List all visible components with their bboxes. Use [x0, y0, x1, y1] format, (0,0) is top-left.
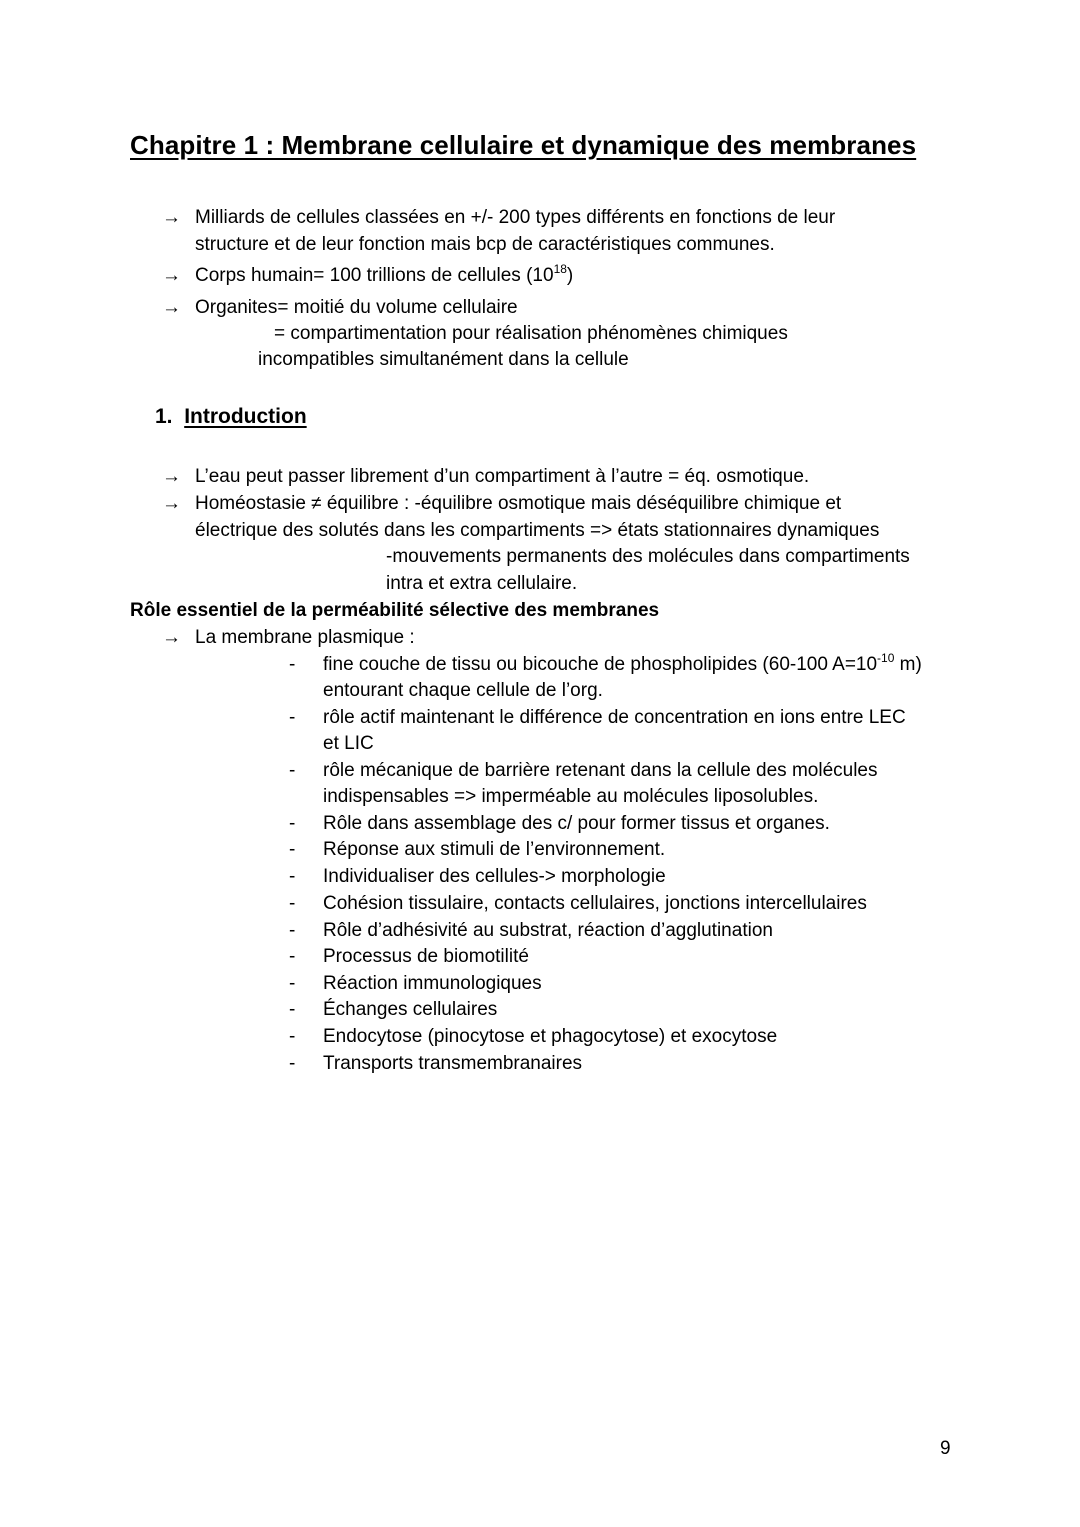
section-heading: 1. Introduction	[155, 405, 307, 428]
dash-marker: -	[289, 866, 296, 887]
dash-marker: -	[289, 973, 296, 994]
list-item: Réaction immunologiques	[323, 973, 542, 994]
bullet-line: Corps humain= 100 trillions de cellules $(10^{18})$	[195, 261, 574, 286]
list-item: indispensables => imperméable au molécules liposolubles.	[323, 786, 819, 807]
bullet-line: Milliards de cellules classées en +/- 200 types différents en fonctions de leur	[195, 207, 836, 228]
list-item: Réponse aux stimuli de l’environnement.	[323, 839, 666, 860]
bullet-line: électrique des solutés dans les compartiments => états stationnaires dynamiques	[195, 520, 880, 541]
bullet-line: La membrane plasmique :	[195, 627, 415, 648]
list-item: Processus de biomotilité	[323, 946, 529, 967]
list-item: Rôle d’adhésivité au substrat, réaction d’agglutination	[323, 920, 773, 941]
list-item: entourant chaque cellule de l’org.	[323, 680, 603, 701]
dash-marker: -	[289, 654, 296, 675]
superscript: 18	[553, 261, 567, 276]
list-item: fine couche de tissu ou bicouche de phospholipides (60-100 $A=10^{-10}$ m)	[323, 650, 922, 675]
bold-subheading: Rôle essentiel de la perméabilité sélective des membranes	[130, 600, 660, 621]
list-item: Individualiser des cellules-> morphologie	[323, 866, 666, 887]
page-number: 9	[940, 1438, 951, 1459]
list-item: Rôle dans assemblage des c/ pour former tissus et organes.	[323, 813, 830, 834]
chapter-title: Chapitre 1 : Membrane cellulaire et dynamique des membranes	[130, 130, 917, 160]
list-item: Cohésion tissulaire, contacts cellulaires, jonctions intercellulaires	[323, 893, 867, 914]
dash-marker: -	[289, 839, 296, 860]
list-item: rôle actif maintenant le différence de concentration en ions entre LEC	[323, 707, 906, 728]
arrow-icon: →	[162, 265, 181, 286]
list-item: Transports transmembranaires	[323, 1053, 583, 1074]
list-item: et LIC	[323, 733, 374, 754]
bullet-line: structure et de leur fonction mais bcp de caractéristiques communes.	[195, 234, 775, 255]
bullet-line: Organites= moitié du volume cellulaire	[195, 297, 518, 318]
list-item: Échanges cellulaires	[323, 999, 498, 1020]
list-item: Endocytose (pinocytose et phagocytose) et exocytose	[323, 1026, 778, 1047]
bullet-line: incompatibles simultanément dans la cellule	[258, 349, 629, 370]
dash-marker: -	[289, 946, 296, 967]
list-item: rôle mécanique de barrière retenant dans la cellule des molécules	[323, 760, 878, 781]
arrow-icon: →	[162, 466, 181, 487]
bullet-line: L’eau peut passer librement d’un compartiment à l’autre = éq. osmotique.	[195, 466, 810, 487]
dash-marker: -	[289, 999, 296, 1020]
bullet-line: -mouvements permanents des molécules dans compartiments	[386, 546, 910, 567]
arrow-icon: →	[162, 493, 181, 514]
dash-marker: -	[289, 813, 296, 834]
superscript: -10	[877, 650, 895, 665]
bullet-line: intra et extra cellulaire.	[386, 573, 578, 594]
arrow-icon: →	[162, 627, 181, 648]
dash-marker: -	[289, 760, 296, 781]
dash-marker: -	[289, 1026, 296, 1047]
dash-marker: -	[289, 920, 296, 941]
bullet-line: Homéostasie ≠ équilibre : -équilibre osmotique mais déséquilibre chimique et	[195, 493, 842, 514]
arrow-icon: →	[162, 207, 181, 228]
dash-marker: -	[289, 1053, 296, 1074]
dash-marker: -	[289, 893, 296, 914]
dash-marker: -	[289, 707, 296, 728]
arrow-icon: →	[162, 297, 181, 318]
bullet-line: = compartimentation pour réalisation phénomènes chimiques	[274, 323, 788, 344]
